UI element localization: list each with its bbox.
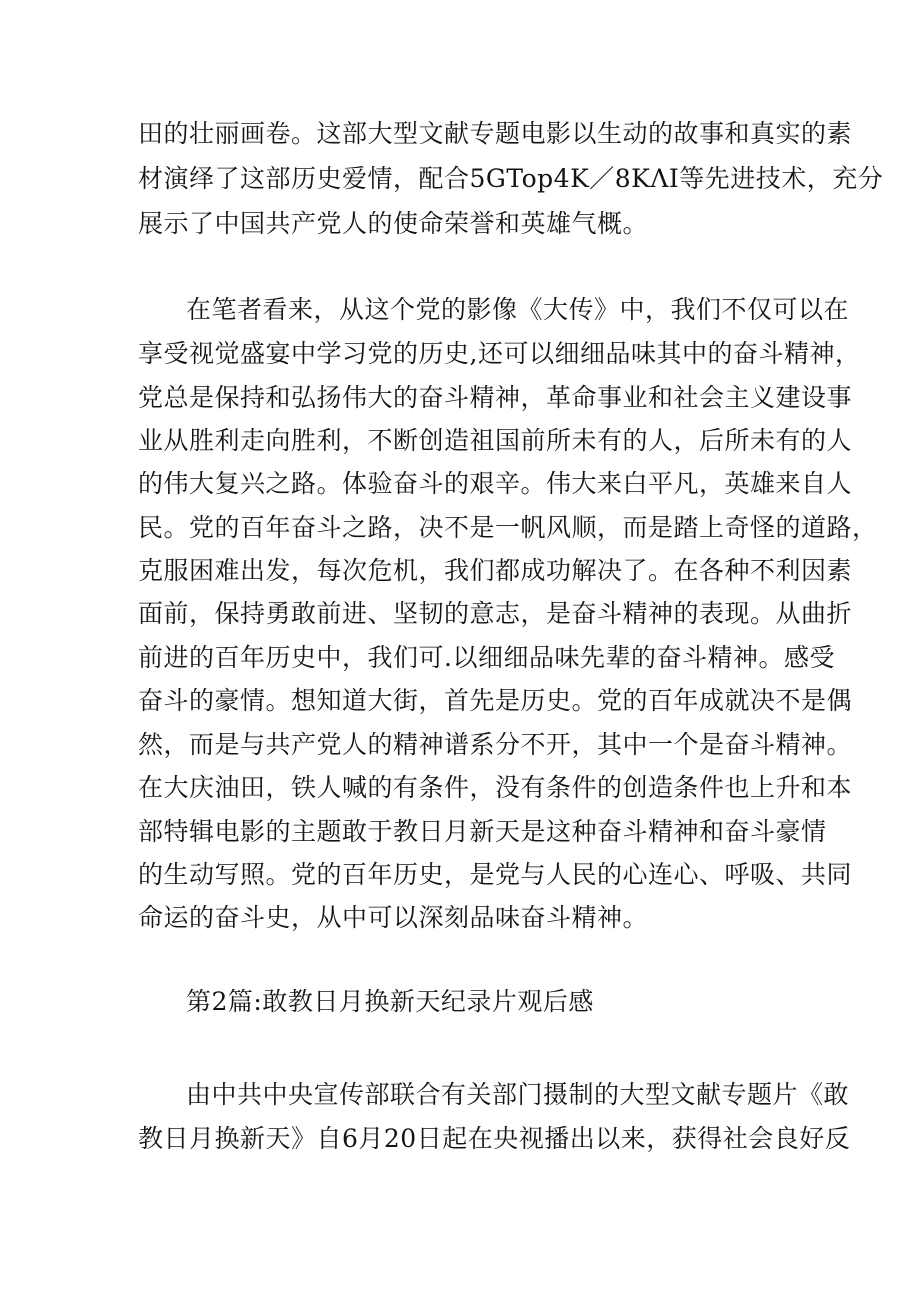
text-line: 材演绎了这部历史爱情，配合5GTop4K／8KΛI等先进技术，充分	[138, 164, 884, 193]
section-heading: 第2篇:敢教日月换新天纪录片观后感	[186, 987, 594, 1016]
text-line: 部特辑电影的主题敢于教日月新天是这种奋斗精神和奋斗豪情	[138, 817, 827, 846]
text-line: 在笔者看来，从这个党的影像《大传》中，我们不仅可以在	[186, 295, 850, 324]
text-line: 展示了中国共产党人的使命荣誉和英雄气概。	[138, 209, 649, 238]
text-line: 由中共中央宣传部联合有关部门摄制的大型文献专题片《敢	[186, 1080, 850, 1109]
text-line: 然，而是与共产党人的精神谱系分不开，其中一个是奋斗精神。	[138, 730, 853, 759]
text-line: 的生动写照。党的百年历史，是党与人民的心连心、呼吸、共同	[138, 860, 853, 889]
text-line: 党总是保持和弘扬伟大的奋斗精神，革命事业和社会主义建设事	[138, 383, 853, 412]
text-line: 面前，保持勇敢前进、坚韧的意志，是奋斗精神的表现。从曲折	[138, 599, 853, 628]
text-line: 命运的奋斗史，从中可以深刻品味奋斗精神。	[138, 903, 649, 932]
text-line: 的伟大复兴之路。体验奋斗的艰辛。伟大来白平凡，英雄来自人	[138, 469, 853, 498]
text-line: 前进的百年历史中，我们可.以细细品味先辈的奋斗精神。感受	[138, 643, 835, 672]
text-line: 民。党的百年奋斗之路，决不是一帆风顺，而是踏上奇怪的道路，	[138, 513, 878, 542]
text-line: 在大庆油田，铁人喊的有条件，没有条件的创造条件也上升和本	[138, 773, 853, 802]
text-line: 享受视觉盛宴中学习党的历史,还可以细细品味其中的奋斗精神，	[138, 339, 861, 368]
text-line: 田的壮丽画卷。这部大型文献专题电影以生动的故事和真实的素	[138, 119, 853, 148]
text-line: 奋斗的豪情。想知道大街，首先是历史。党的百年成就决不是偶	[138, 686, 853, 715]
text-line: 业从胜利走向胜利，不断创造祖国前所未有的人，后所未有的人	[138, 426, 853, 455]
text-line: 克服困难出发，每次危机，我们都成功解决了。在各种不利因素	[138, 556, 853, 585]
text-line: 教日月换新天》自6月20日起在央视播出以来，获得社会良好反	[138, 1124, 851, 1153]
